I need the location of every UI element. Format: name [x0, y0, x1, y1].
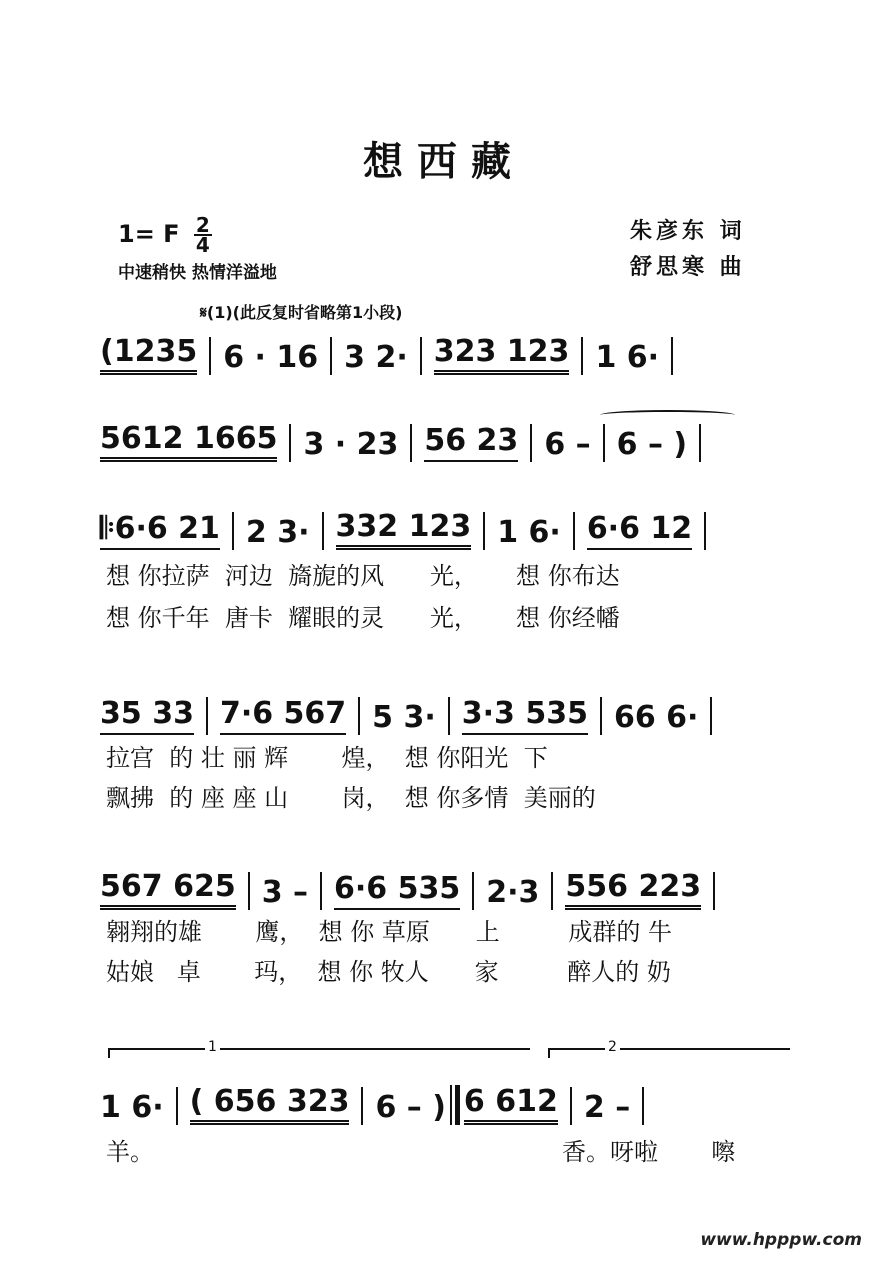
measure: 567 625 [100, 869, 236, 910]
measure: 3 2· [344, 340, 408, 375]
measure: 6 – ) [375, 1090, 446, 1125]
barline [248, 872, 250, 910]
segno-note: 𝄋(1)(此反复时省略第1小段) [200, 303, 403, 322]
watermark: www.hpppw.com [700, 1230, 862, 1250]
barline [209, 337, 211, 375]
lyrics-verse-2: 想 你千年 唐卡 耀眼的灵 光， 想 你经幡 [106, 604, 620, 632]
measure: 𝄆6·6 21 [100, 511, 220, 550]
measure: 5612 1665 [100, 421, 277, 462]
barline [551, 872, 553, 910]
barline [671, 337, 673, 375]
barline [710, 697, 712, 735]
measure: (1235 [100, 334, 197, 375]
measure: 66 6· [613, 700, 699, 735]
lyrics-ending-1: 羊。 [106, 1138, 154, 1166]
barline [704, 512, 706, 550]
song-title: 想西藏 [363, 139, 525, 185]
barline [358, 697, 360, 735]
measure: 6·6 12 [587, 511, 692, 550]
barline [176, 1087, 178, 1125]
barline [420, 337, 422, 375]
barline [713, 872, 715, 910]
barline [530, 424, 532, 462]
barline [410, 424, 412, 462]
barline [603, 424, 605, 462]
lyrics-verse-1: 拉宫 的 壮 丽 辉 煌， 想 你阳光 下 [106, 744, 548, 772]
lyrics-verse-2: 姑娘 卓 玛， 想 你 牧人 家 醉人的 奶 [106, 958, 671, 986]
barline [573, 512, 575, 550]
notation-line-1 [100, 315, 790, 375]
measure: 6 · 16 [223, 340, 319, 375]
measure: 6 612 [464, 1084, 558, 1125]
measure: 1 6· [497, 515, 561, 550]
barline [472, 872, 474, 910]
volta-bracket-2: 2 [548, 1048, 790, 1058]
notation-line-3 [100, 490, 790, 550]
barline [642, 1087, 644, 1125]
lyricist-credit: 朱彦东 词 [630, 218, 746, 244]
barline [232, 512, 234, 550]
measure: 2·3 [486, 875, 540, 910]
key-signature [118, 213, 212, 257]
measure: 2 3· [245, 515, 310, 550]
barline [570, 1087, 572, 1125]
measure: 6 – [544, 427, 591, 462]
measure: 5 3· [372, 700, 436, 735]
barline [320, 872, 322, 910]
composer-credit: 舒思寒 曲 [630, 254, 746, 280]
measure: 35 33 [100, 696, 194, 735]
notation-line-4 [100, 675, 790, 735]
measure: ( 656 323 [190, 1084, 350, 1125]
barline [581, 337, 583, 375]
barline [600, 697, 602, 735]
time-signature: $\frac{2}{4}$ [195, 213, 210, 257]
measure: 3·3 535 [462, 696, 588, 735]
lyrics-ending-2: 香。呀啦 嚓 [562, 1138, 736, 1166]
barline [448, 697, 450, 735]
measure: 3 – [261, 875, 309, 910]
measure: 323 123 [434, 334, 570, 375]
lyrics-verse-2: 飘拂 的 座 座 山 岗， 想 你多情 美丽的 [106, 784, 596, 812]
measure: 7·6 567 [220, 696, 346, 735]
notation-line-6 [100, 1065, 790, 1125]
measure: 1 6· [595, 340, 660, 375]
measure: 332 123 [336, 509, 472, 550]
measure: 556 223 [565, 869, 701, 910]
lyrics-verse-1: 想 你拉萨 河边 旖旎的风 光， 想 你布达 [106, 562, 620, 590]
measure: 6 – ) [616, 427, 688, 462]
barline [289, 424, 291, 462]
barline [330, 337, 332, 375]
repeat-end-barline [450, 1085, 460, 1125]
barline [483, 512, 485, 550]
notation-line-5 [100, 850, 790, 910]
measure: 1 6· [100, 1090, 164, 1125]
barline [322, 512, 324, 550]
measure: 2 – [583, 1090, 631, 1125]
volta-bracket-1: 1 [108, 1048, 530, 1058]
key-label: 1= F [118, 220, 180, 248]
measure: 6·6 535 [334, 871, 460, 910]
barline [206, 697, 208, 735]
barline [699, 424, 701, 462]
measure: 3 · 23 [303, 427, 399, 462]
measure: 56 23 [424, 423, 518, 462]
lyrics-verse-1: 翱翔的雄 鹰， 想 你 草原 上 成群的 牛 [106, 918, 672, 946]
barline [361, 1087, 363, 1125]
tie-arc [600, 410, 735, 420]
tempo-marking: 中速稍快 热情洋溢地 [118, 263, 277, 283]
